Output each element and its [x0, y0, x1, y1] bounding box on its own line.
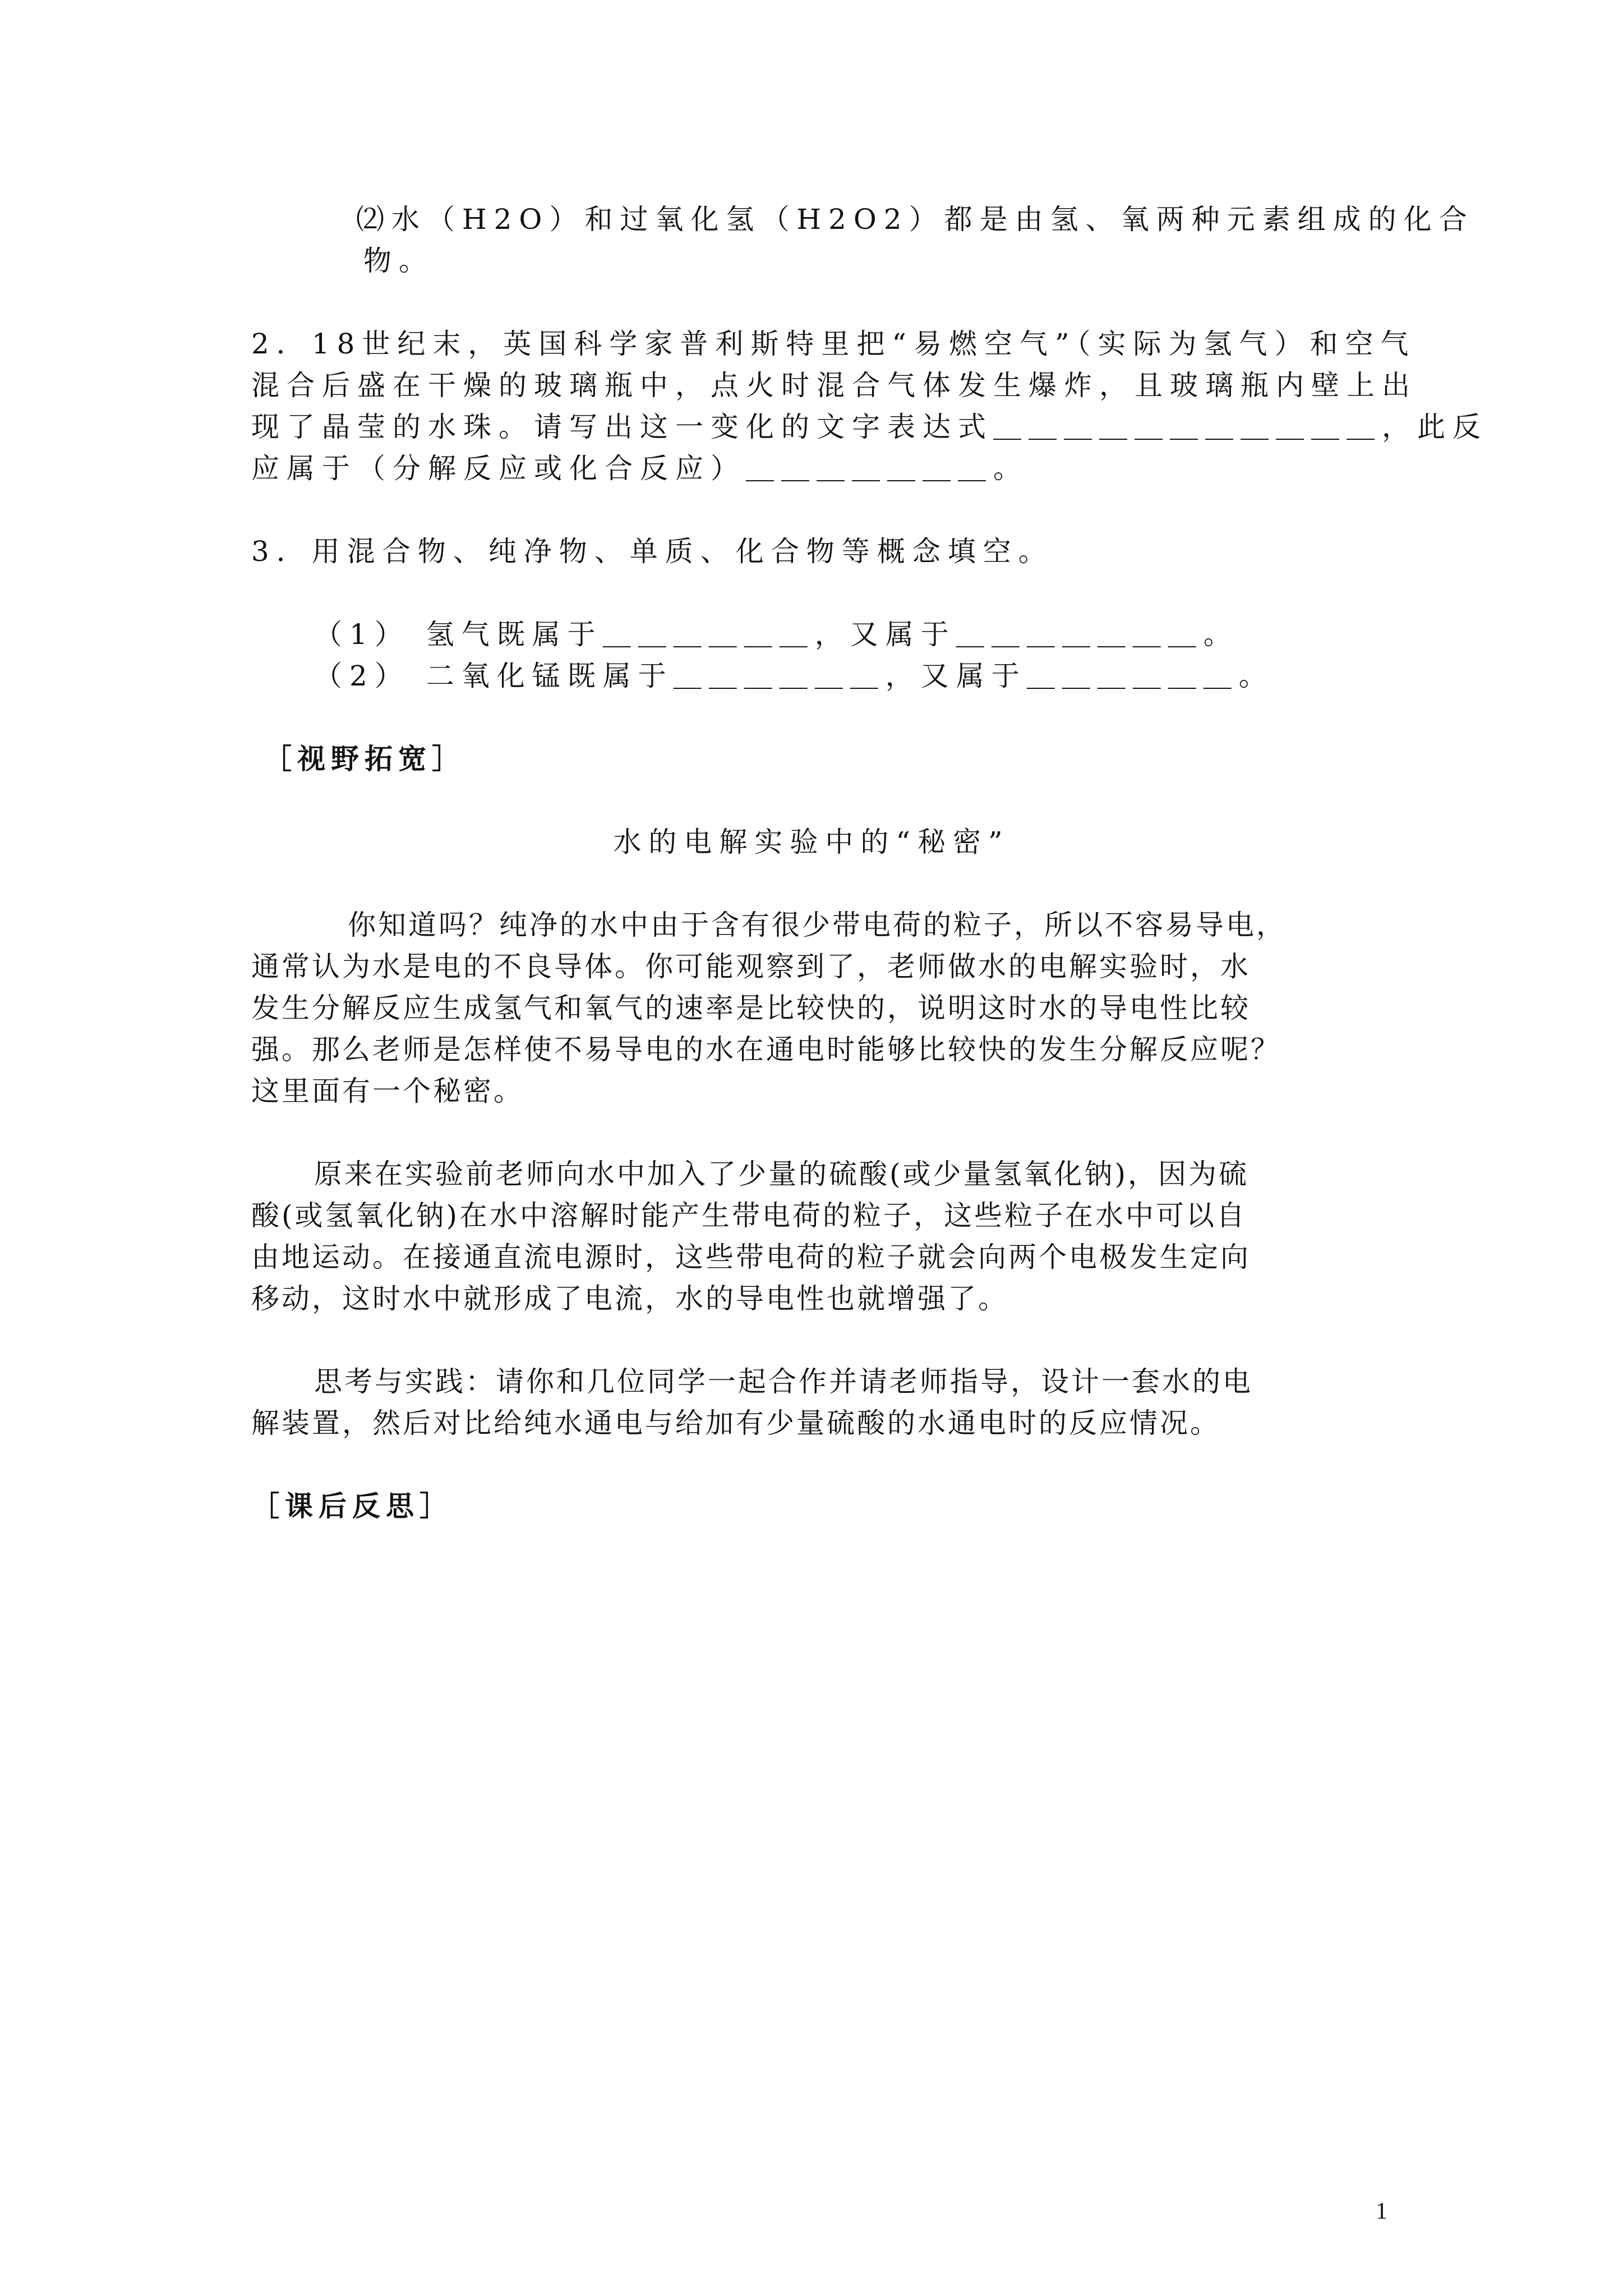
article-p2-line1: 原来在实验前老师向水中加入了少量的硫酸(或少量氢氧化钠)，因为硫 — [314, 1158, 1249, 1190]
article-p2-line4: 移动，这时水中就形成了电流，水的导电性也就增强了。 — [251, 1282, 1008, 1315]
q2-line4: 应属于（分解反应或化合反应）＿＿＿＿＿＿＿。 — [251, 452, 1029, 485]
q2-line3: 现了晶莹的水珠。请写出这一变化的文字表达式＿＿＿＿＿＿＿＿＿＿＿，此反 — [251, 411, 1488, 443]
section-vision-heading: ［视野拓宽］ — [264, 742, 465, 775]
article-p1-line2: 通常认为水是电的不良导体。你可能观察到了，老师做水的电解实验时，水 — [251, 950, 1251, 983]
page-number: 1 — [1376, 2198, 1387, 2224]
q1-item2-line1: ⑵水（H2O）和过氧化氢（H2O2）都是由氢、氧两种元素组成的化合 — [356, 203, 1474, 236]
article-p3-line1: 思考与实践：请你和几位同学一起合作并请老师指导，设计一套水的电 — [314, 1365, 1253, 1398]
article-p1-line5: 这里面有一个秘密。 — [251, 1075, 524, 1107]
article-p2-line2: 酸(或氢氧化钠)在水中溶解时能产生带电荷的粒子，这些粒子在水中可以自 — [251, 1199, 1247, 1232]
q2-line1: 2．18世纪末，英国科学家普利斯特里把“易燃空气”（实际为氢气）和空气 — [251, 328, 1416, 360]
q3-item2: （2） 二氧化锰既属于＿＿＿＿＿＿，又属于＿＿＿＿＿＿。 — [314, 660, 1274, 692]
q3-item1: （1） 氢气既属于＿＿＿＿＿＿，又属于＿＿＿＿＿＿＿。 — [314, 618, 1239, 651]
section-reflection-heading: ［课后反思］ — [251, 1489, 453, 1522]
article-p3-line2: 解装置，然后对比给纯水通电与给加有少量硫酸的水通电时的反应情况。 — [251, 1407, 1220, 1439]
article-title: 水的电解实验中的“秘密” — [613, 826, 1010, 858]
article-p2-line3: 由地运动。在接通直流电源时，这些带电荷的粒子就会向两个电极发生定向 — [251, 1241, 1251, 1273]
article-p1-line1: 你知道吗？纯净的水中由于含有很少带电荷的粒子，所以不容易导电， — [348, 909, 1287, 941]
q2-line2: 混合后盛在干燥的玻璃瓶中，点火时混合气体发生爆炸，且玻璃瓶内壁上出 — [251, 369, 1417, 402]
article-p1-line3: 发生分解反应生成氢气和氧气的速率是比较快的，说明这时水的导电性比较 — [251, 992, 1251, 1024]
q1-item2-line2: 物。 — [363, 245, 434, 277]
q3-stem: 3．用混合物、纯净物、单质、化合物等概念填空。 — [251, 535, 1054, 568]
article-p1-line4: 强。那么老师是怎样使不易导电的水在通电时能够比较快的发生分解反应呢？ — [251, 1033, 1281, 1066]
